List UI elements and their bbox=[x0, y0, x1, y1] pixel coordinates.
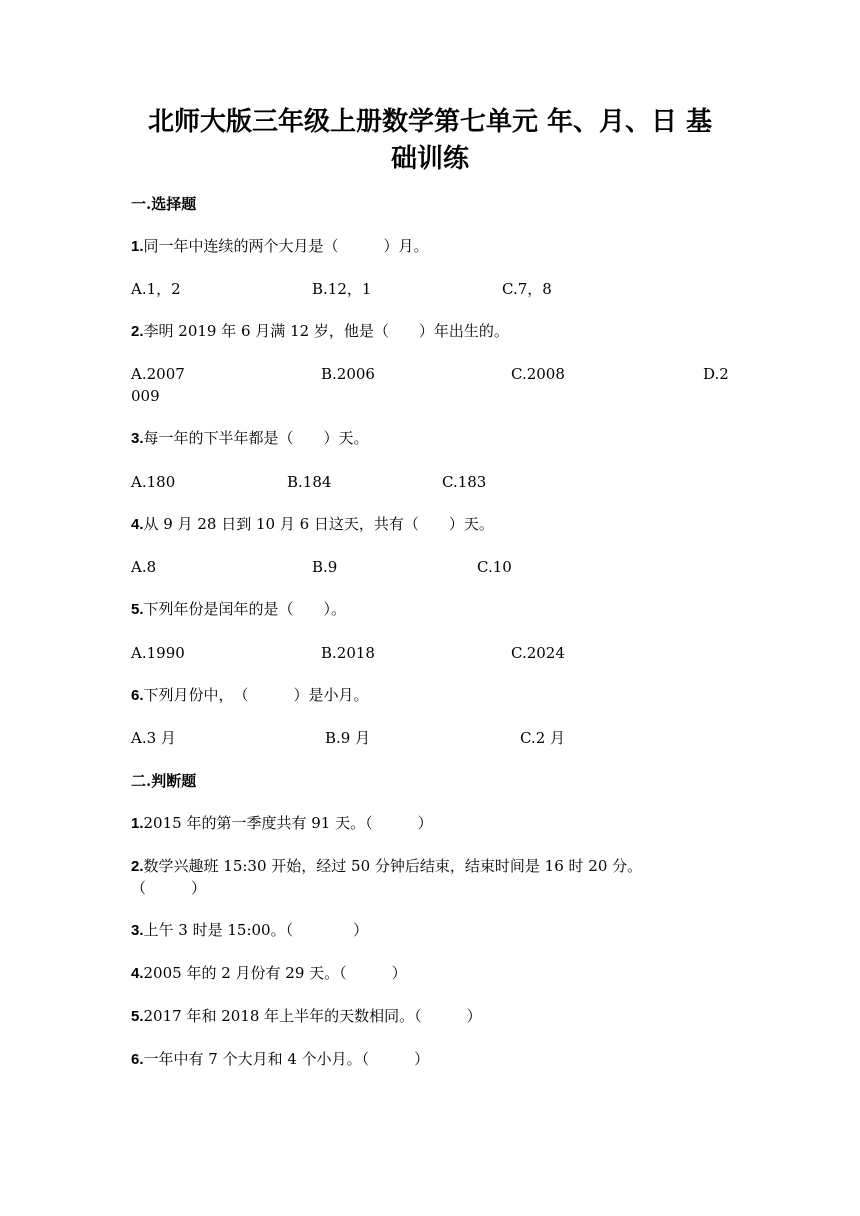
option-a: A.8 bbox=[131, 558, 157, 576]
option-b: B.2006 bbox=[321, 365, 375, 383]
option-b: B.2018 bbox=[321, 644, 375, 662]
statement-4 bbox=[131, 963, 731, 984]
question-text: 每一年的下半年都是（ ）天。 bbox=[143, 429, 369, 447]
question-text: 下列年份是闰年的是（ ）。 bbox=[143, 600, 347, 618]
statement-number: 5. bbox=[131, 1008, 144, 1025]
option-c: C.2024 bbox=[511, 644, 565, 662]
statement-number: 4. bbox=[131, 965, 144, 982]
statement-5 bbox=[131, 1006, 731, 1027]
question-number: 4. bbox=[131, 516, 144, 533]
title-line-1: 北师大版三年级上册数学第七单元 年、月、日 基 bbox=[147, 107, 713, 137]
option-b: B.12，1 bbox=[312, 280, 372, 298]
option-b: B.9 bbox=[312, 558, 338, 576]
question-2 bbox=[131, 321, 731, 342]
option-c: C.10 bbox=[477, 558, 512, 576]
option-a: A.1990 bbox=[131, 644, 185, 662]
statement-3 bbox=[131, 920, 731, 941]
question-text: 同一年中连续的两个大月是（ ）月。 bbox=[143, 237, 429, 255]
option-a: A.2007 bbox=[131, 365, 185, 383]
option-a: A.1，2 bbox=[131, 280, 181, 298]
statement-2 bbox=[131, 856, 751, 877]
page-title bbox=[100, 104, 760, 178]
statement-text: 2015 年的第一季度共有 91 天。（ ） bbox=[143, 814, 433, 832]
question-text: 下列月份中， （ ）是小月。 bbox=[143, 686, 369, 704]
question-number: 2. bbox=[131, 323, 144, 340]
statement-text: 一年中有 7 个大月和 4 个小月。（ ） bbox=[143, 1050, 430, 1068]
statement-text: 数学兴趣班 15:30 开始，经过 50 分钟后结束，结束时间是 16 时 20 分。 bbox=[143, 857, 643, 875]
question-number: 6. bbox=[131, 687, 144, 704]
statement-text: 2017 年和 2018 年上半年的天数相同。（ ） bbox=[143, 1007, 482, 1025]
option-a: A.180 bbox=[131, 473, 176, 491]
option-d: D.2 bbox=[703, 365, 729, 383]
statement-number: 3. bbox=[131, 922, 144, 939]
option-b: B.9 月 bbox=[325, 729, 371, 747]
question-number: 3. bbox=[131, 430, 144, 447]
section-heading-choice: 一.选择题 bbox=[131, 195, 197, 213]
question-text: 从 9 月 28 日到 10 月 6 日这天，共有（ ）天。 bbox=[143, 515, 494, 533]
section-heading-judgement: 二.判断题 bbox=[131, 772, 197, 790]
statement-6 bbox=[131, 1049, 731, 1070]
question-6 bbox=[131, 685, 731, 706]
option-a: A.3 月 bbox=[131, 729, 176, 747]
option-b: B.184 bbox=[287, 473, 332, 491]
statement-number: 6. bbox=[131, 1051, 144, 1068]
option-c: C.183 bbox=[442, 473, 487, 491]
option-c: C.7，8 bbox=[502, 280, 552, 298]
question-1 bbox=[131, 236, 731, 257]
question-text: 李明 2019 年 6 月满 12 岁，他是（ ）年出生的。 bbox=[143, 322, 509, 340]
option-c: C.2 月 bbox=[520, 729, 566, 747]
statement-number: 1. bbox=[131, 815, 144, 832]
question-3 bbox=[131, 428, 731, 449]
statement-text: 上午 3 时是 15:00。（ ） bbox=[143, 921, 369, 939]
title-line-2: 础训练 bbox=[390, 144, 469, 174]
statement-number: 2. bbox=[131, 858, 144, 875]
question-number: 5. bbox=[131, 601, 144, 618]
question-4 bbox=[131, 514, 731, 535]
question-5 bbox=[131, 599, 731, 620]
option-c: C.2008 bbox=[511, 365, 565, 383]
option-d-continued: 009 bbox=[131, 387, 160, 405]
question-number: 1. bbox=[131, 238, 144, 255]
statement-2-answer-blank: （ ） bbox=[131, 879, 207, 897]
statement-1 bbox=[131, 813, 731, 834]
statement-text: 2005 年的 2 月份有 29 天。（ ） bbox=[143, 964, 407, 982]
